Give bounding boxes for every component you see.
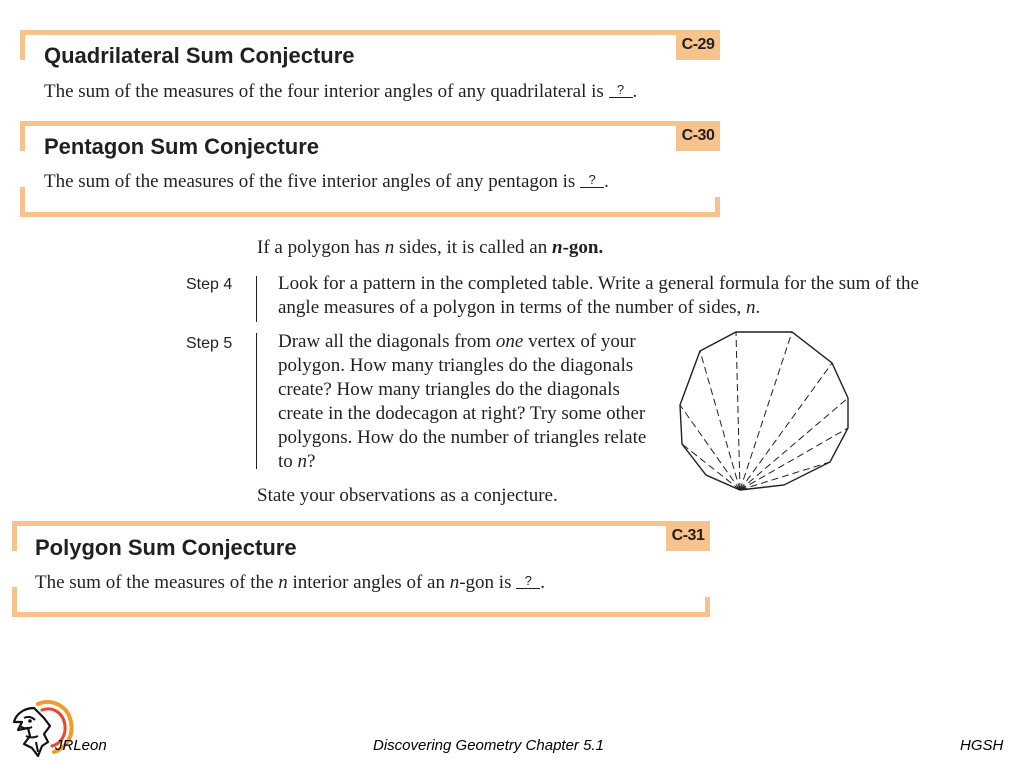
conjecture-box-c29	[20, 30, 720, 115]
conjecture-code-badge: C-29	[676, 30, 720, 60]
ngon-definition	[257, 236, 603, 260]
box-border-left	[20, 30, 25, 60]
step-5-body: vertex of your polygon. How many triangles do the diagonals create? How many triangles do the diagonals create in the dodecagon at right? Try some other polygons. How do the number of triangles relate to	[278, 331, 647, 472]
diagonal-line	[740, 363, 832, 490]
statement-variable: n	[278, 572, 288, 593]
box-border-top	[12, 521, 710, 526]
box-border-bottom	[20, 212, 720, 217]
diagonal-line	[736, 332, 740, 490]
footer-right: HGSH	[960, 737, 1004, 754]
statement-end: .	[540, 572, 545, 593]
observations-text: State your observations as a conjecture.	[257, 485, 558, 506]
dodecagon-outline	[680, 332, 848, 490]
conjecture-heading: Polygon Sum Conjecture	[35, 535, 297, 560]
diagonal-line	[700, 351, 740, 490]
step-5-variable: n	[297, 451, 308, 472]
step-5-rule	[256, 333, 257, 469]
ngon-text: sides, it is called an	[394, 237, 552, 258]
answer-blank: ?	[580, 173, 604, 188]
conjecture-code-badge: C-31	[666, 521, 710, 551]
step-5-text	[278, 330, 660, 474]
footer-author: JRLeon	[55, 737, 107, 754]
conjecture-heading: Quadrilateral Sum Conjecture	[44, 43, 355, 68]
step-4-variable: n	[746, 297, 756, 318]
diagonal-line	[682, 444, 740, 490]
step-5-label: Step 5	[186, 335, 233, 352]
statement-text: interior angles of an	[287, 572, 450, 593]
step-4-label: Step 4	[186, 276, 233, 293]
box-border-top	[20, 30, 720, 35]
statement-variable: n	[449, 572, 460, 593]
step-5-body: Draw all the diagonals from	[278, 331, 496, 352]
ngon-term: -gon.	[562, 237, 604, 258]
dodecagon-figure	[680, 332, 848, 490]
conjecture-box-c30	[20, 121, 720, 217]
diagonal-line	[740, 332, 792, 490]
step-4-rule	[256, 276, 257, 322]
statement-end: .	[632, 81, 638, 102]
footer-title: Discovering Geometry Chapter 5.1	[373, 737, 604, 754]
ngon-variable: n	[384, 237, 395, 258]
statement-end: .	[604, 171, 609, 192]
answer-blank: ?	[609, 83, 633, 98]
box-border-top	[20, 121, 720, 126]
box-border-bottom	[12, 612, 710, 617]
step-4-end: .	[755, 297, 761, 318]
step-4-text	[278, 272, 938, 320]
statement-text: The sum of the measures of the	[35, 572, 279, 593]
answer-blank: ?	[516, 574, 540, 589]
conjecture-code-badge: C-30	[676, 121, 720, 151]
conjecture-statement	[35, 572, 545, 594]
conjecture-box-c31	[12, 521, 710, 617]
ngon-text: If a polygon has	[257, 237, 385, 258]
conjecture-statement	[44, 81, 637, 103]
conjecture-heading: Pentagon Sum Conjecture	[44, 134, 320, 159]
dodecagon-diagram	[670, 325, 860, 500]
ngon-term-variable: n	[551, 237, 563, 258]
diagonal-line	[740, 462, 830, 490]
statement-text: -gon is	[459, 572, 517, 593]
step-5-end: ?	[307, 451, 316, 472]
conjecture-statement	[44, 171, 609, 193]
statement-text: The sum of the measures of the five interior angles of any pentagon is	[44, 171, 581, 192]
diagonal-line	[740, 398, 848, 490]
statement-text: The sum of the measures of the four interior angles of any quadrilateral is	[44, 81, 609, 102]
step-5-emphasis: one	[495, 331, 524, 352]
step-4-body: Look for a pattern in the completed table. Write a general formula for the sum of the angle measures of a polygon in terms of the number of sides,	[278, 273, 919, 318]
box-border-left	[12, 521, 17, 551]
box-border-left	[20, 121, 25, 151]
